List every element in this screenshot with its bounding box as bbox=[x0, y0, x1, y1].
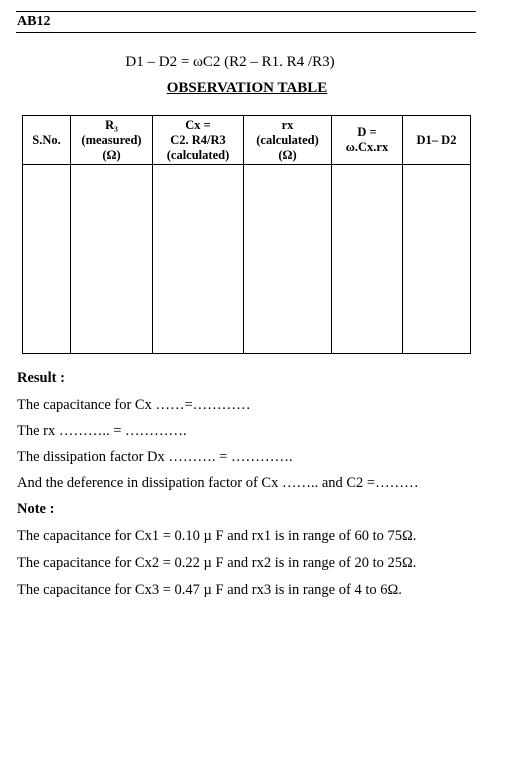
document-code: AB12 bbox=[17, 14, 51, 29]
col-rx-line: (Ω) bbox=[278, 147, 297, 162]
col-r3-line: (Ω) bbox=[102, 147, 121, 162]
table-title: OBSERVATION TABLE bbox=[166, 80, 328, 96]
note-heading: Note : bbox=[17, 501, 55, 517]
col-rx-line: (calculated) bbox=[256, 132, 319, 147]
table-header-row bbox=[23, 116, 471, 165]
col-r3-line: R₃ bbox=[105, 117, 118, 132]
col-r3 bbox=[71, 116, 153, 165]
top-rule bbox=[16, 11, 476, 12]
col-cx-line: C2. R4/R3 bbox=[170, 132, 226, 147]
table-cell[interactable] bbox=[71, 165, 153, 354]
col-cx bbox=[153, 116, 244, 165]
result-heading: Result : bbox=[17, 370, 65, 386]
result-line: The dissipation factor Dx ………. = …………. bbox=[17, 449, 293, 465]
col-r3-line: (measured) bbox=[81, 132, 142, 147]
table-cell[interactable] bbox=[23, 165, 71, 354]
observation-table bbox=[22, 115, 471, 354]
result-line: The capacitance for Cx ……=………… bbox=[17, 397, 251, 413]
col-sno bbox=[23, 116, 71, 165]
col-rx bbox=[244, 116, 332, 165]
result-line: The rx ……….. = …………. bbox=[17, 423, 187, 439]
col-d bbox=[332, 116, 403, 165]
col-d-line: D = bbox=[357, 125, 377, 139]
col-cx-line: Cx = bbox=[185, 117, 211, 132]
table-cell[interactable] bbox=[153, 165, 244, 354]
table-body-row bbox=[23, 165, 471, 354]
formula: D1 – D2 = ωC2 (R2 – R1. R4 /R3) bbox=[125, 54, 335, 70]
col-d1-d2-line: D1– D2 bbox=[416, 132, 457, 147]
col-cx-line: (calculated) bbox=[166, 147, 230, 162]
note-line: The capacitance for Cx3 = 0.47 µ F and rx3 is in range of 4 to 6Ω. bbox=[17, 582, 402, 598]
col-rx-line: rx bbox=[281, 117, 294, 132]
col-d-line: ω.Cx.rx bbox=[345, 140, 389, 154]
note-line: The capacitance for Cx2 = 0.22 µ F and rx2 is in range of 20 to 25Ω. bbox=[17, 555, 417, 571]
col-d1-d2 bbox=[403, 116, 471, 165]
table-cell[interactable] bbox=[332, 165, 403, 354]
note-line: The capacitance for Cx1 = 0.10 µ F and rx1 is in range of 60 to 75Ω. bbox=[17, 528, 417, 544]
header-rule bbox=[16, 32, 476, 33]
col-sno-line: S.No. bbox=[32, 132, 61, 147]
table-cell[interactable] bbox=[403, 165, 471, 354]
table-cell[interactable] bbox=[244, 165, 332, 354]
result-line: And the deference in dissipation factor of Cx …….. and C2 =……… bbox=[17, 475, 419, 491]
